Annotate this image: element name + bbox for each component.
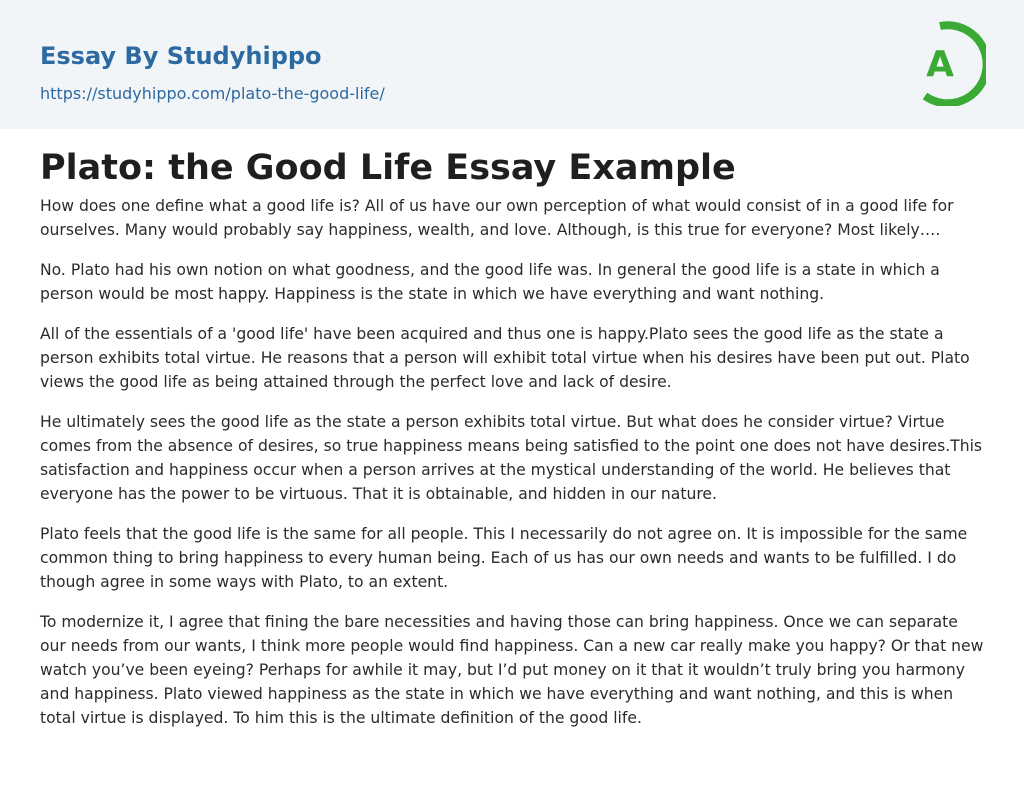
essay-paragraph: How does one define what a good life is? All of us have our own perception of what would consist of in a good life for ourselves. Many would probably say happiness, wealth, and love. Although, is this true for everyone? Most likely…. bbox=[40, 197, 954, 239]
site-brand[interactable]: Essay By Studyhippo bbox=[40, 42, 322, 70]
essay-paragraph: No. Plato had his own notion on what goodness, and the good life was. In general the good life is a state in which a person would be most happy. Happiness is the state in which we have everything and want nothing. bbox=[40, 261, 940, 303]
essay-paragraph: He ultimately sees the good life as the state a person exhibits total virtue. But what does he consider virtue? Virtue comes from the absence of desires, so true happiness means being satisfied to the point one does not have desires.This satisfaction and happiness occur when a person arrives at the mystical understanding of the world. He believes that everyone has the power to be virtuous. That it is obtainable, and hidden in our nature. bbox=[40, 413, 983, 503]
essay-title: Plato: the Good Life Essay Example bbox=[40, 148, 736, 188]
logo-letter: A bbox=[926, 44, 954, 85]
essay-body bbox=[40, 194, 984, 746]
essay-paragraph: All of the essentials of a 'good life' have been acquired and thus one is happy.Plato sees the good life as the state a person exhibits total virtue. He reasons that a person will exhibit total virtue when his desires have been put out. Plato views the good life as being attained through the perfect love and lack of desire. bbox=[40, 325, 970, 391]
essay-paragraph: To modernize it, I agree that fining the bare necessities and having those can bring happiness. Once we can separate our needs from our wants, I think more people would find happiness. Can a new car really make you happy? Or that new watch you’ve been eyeing? Perhaps for awhile it may, but I’d put money on it that it wouldn’t truly bring you harmony and happiness. Plato viewed happiness as the state in which we have everything and want nothing, and this is when total virtue is displayed. To him this is the ultimate definition of the good life. bbox=[40, 613, 984, 727]
source-url-link[interactable]: https://studyhippo.com/plato-the-good-life/ bbox=[40, 84, 385, 103]
essay-paragraph: Plato feels that the good life is the same for all people. This I necessarily do not agree on. It is impossible for the same common thing to bring happiness to every human being. Each of us has our own needs and wants to be fulfilled. I do though agree in some ways with Plato, to an extent. bbox=[40, 525, 968, 591]
